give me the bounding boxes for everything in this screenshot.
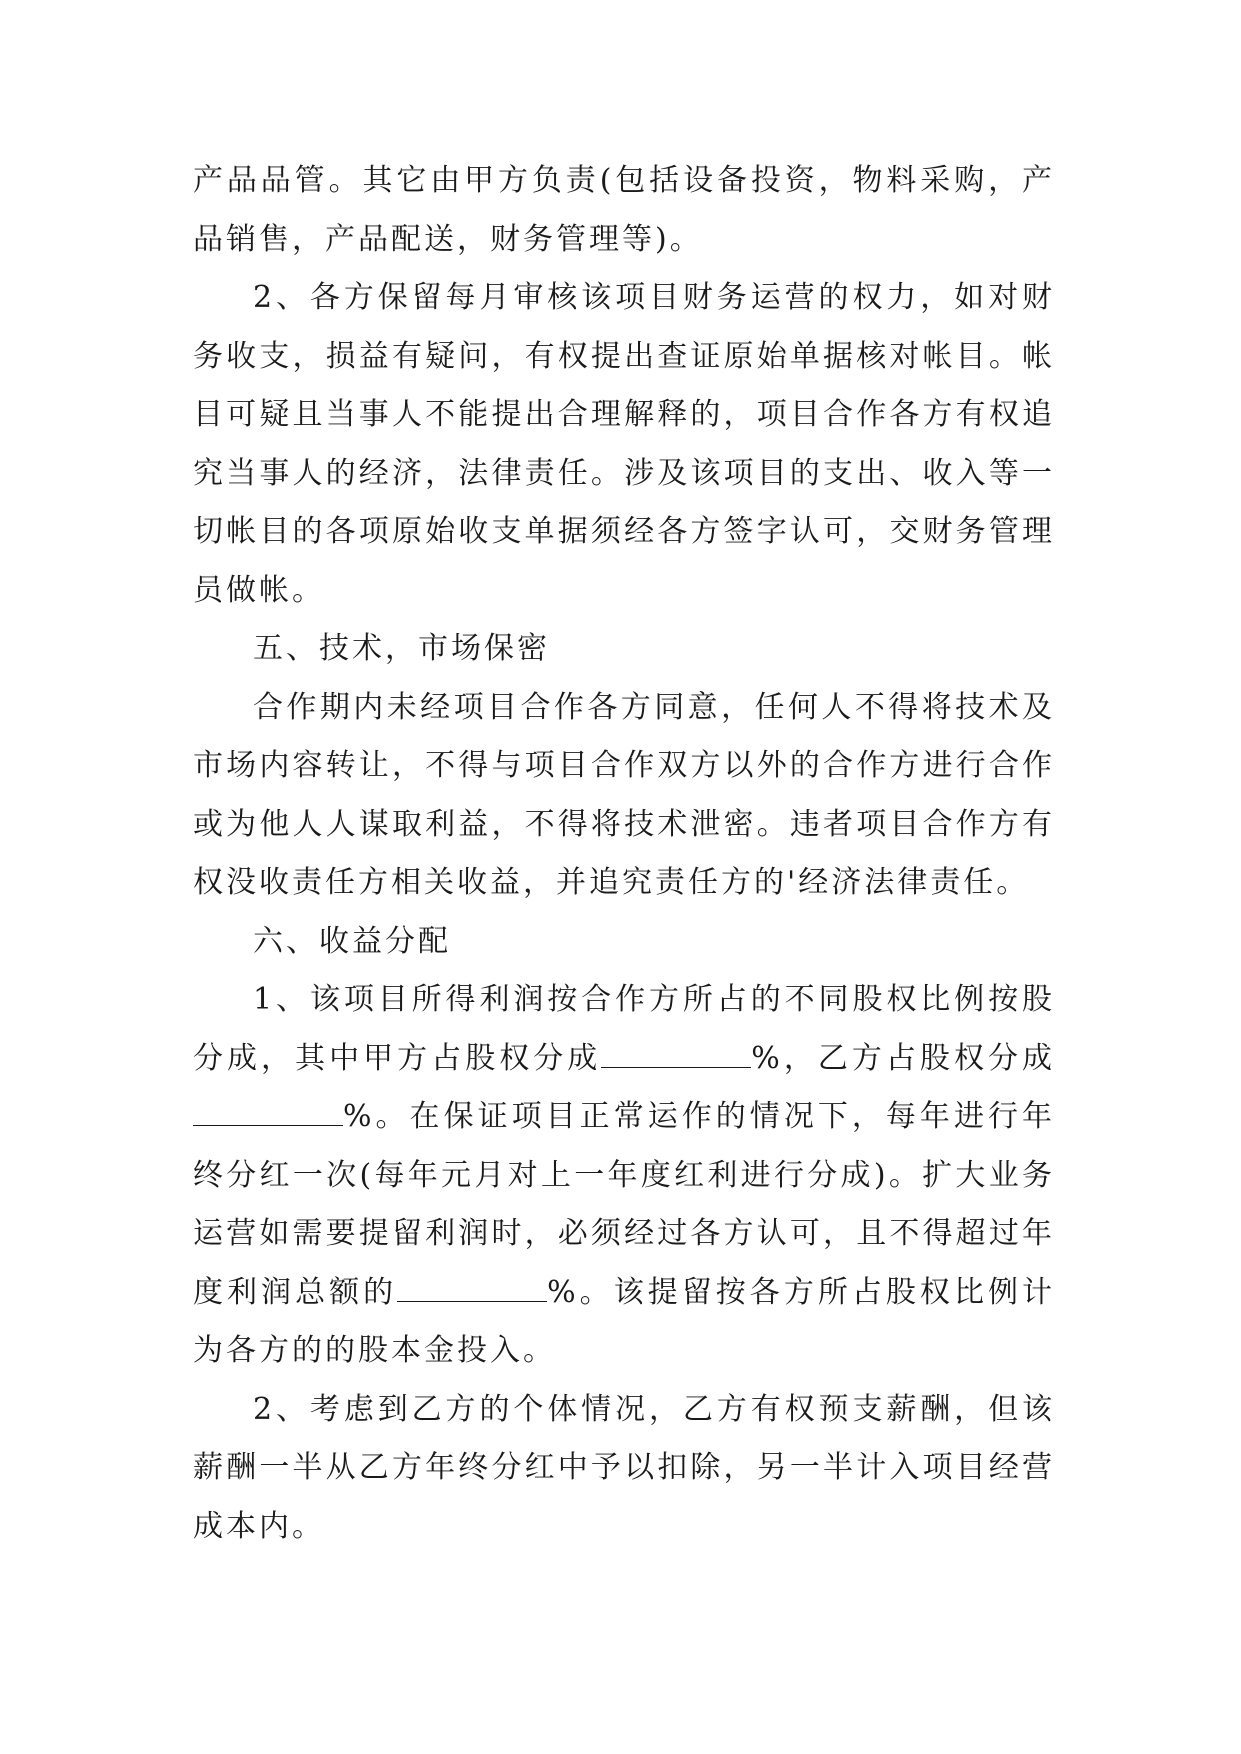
paragraph-confidentiality [193,679,1055,913]
paragraph-text: 合作期内未经项目合作各方同意，任何人不得将技术及市场内容转让，不得与项目合作双方以外的合作方进行合作或为他人人谋取利益，不得将技术泄密。违者项目合作方有权没收责任方相关收益，并追究责任方的'经济法律责任。 [193,689,1055,900]
paragraph-text: 1、该项目所得利润按合作方所占的不同股权比例按股分成，其中甲方占股权分成 [193,982,1055,1076]
paragraph-salary-advance [193,1381,1055,1557]
section-heading-profit-distribution [193,913,1055,972]
heading-text: 五、技术，市场保密 [253,631,550,666]
paragraph-product-management [193,152,1055,269]
paragraph-text: %。该提留按各方所占股权比例计为各方的的股本金投入。 [193,1274,1056,1368]
paragraph-text: %，乙方占股权分成 [751,1040,1055,1076]
paragraph-text: 2、考虑到乙方的个体情况，乙方有权预支薪酬，但该薪酬一半从乙方年终分红中予以扣除，另一半计入项目经营成本内。 [193,1391,1055,1544]
blank-party-a-share [601,1041,751,1068]
paragraph-audit-rights [193,269,1055,620]
section-heading-confidentiality [193,620,1055,679]
blank-retained-profit [397,1275,547,1302]
paragraph-text: 产品品管。其它由甲方负责(包括设备投资，物料采购，产品销售，产品配送，财务管理等)。 [193,163,1055,257]
blank-party-b-share [193,1099,343,1126]
paragraph-text: %。在保证项目正常运作的情况下，每年进行年终分红一次(每年元月对上一年度红利进行分成)。扩大业务运营如需要提留利润时，必须经过各方认可，且不得超过年度利润总额的 [193,1099,1055,1310]
heading-text: 六、收益分配 [253,923,451,959]
paragraph-profit-share [193,971,1055,1381]
paragraph-text: 2、各方保留每月审核该项目财务运营的权力，如对财务收支，损益有疑问，有权提出查证原始单据核对帐目。帐目可疑且当事人不能提出合理解释的，项目合作各方有权追究当事人的经济，法律责任。涉及该项目的支出、收入等一切帐目的各项原始收支单据须经各方签字认可，交财务管理员做帐。 [193,280,1055,608]
document-page [193,152,1055,1556]
